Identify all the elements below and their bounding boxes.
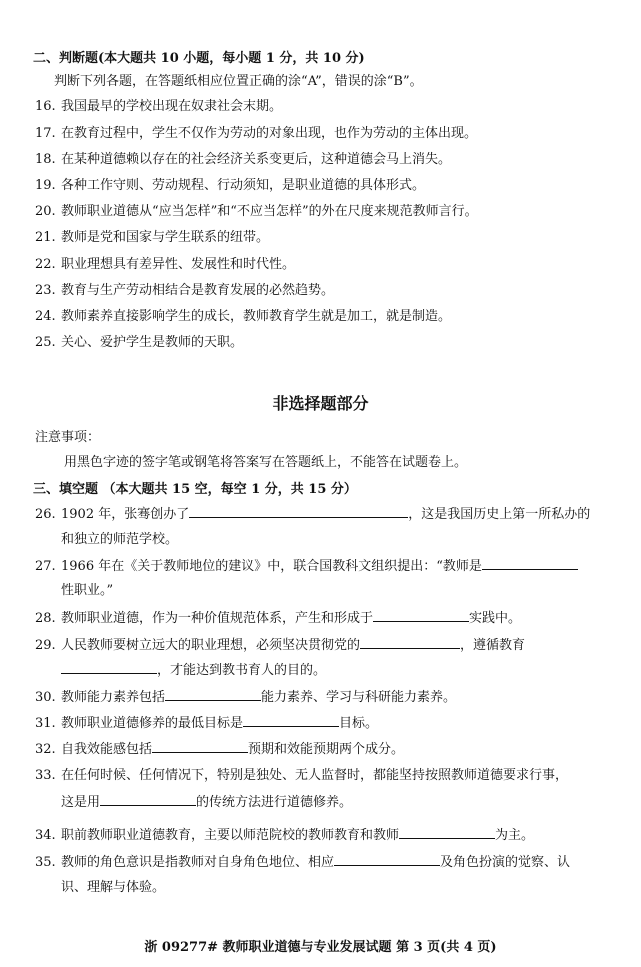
question-number: 34. [35,828,56,843]
question-number: 21. [35,230,56,245]
answer-blank[interactable] [334,853,440,866]
answer-blank[interactable] [360,636,460,649]
question-number: 16. [35,99,56,114]
question-number: 27. [35,559,56,574]
answer-blank[interactable] [373,609,469,622]
question-27 [35,557,578,576]
question-text: 教师是党和国家与学生联系的纽带。 [61,230,270,245]
question-number: 23. [35,283,56,298]
question-text: 在某种道德赖以存在的社会经济关系变更后，这种道德会马上消失。 [61,152,452,167]
question-text: 预期和效能预期两个成分。 [248,742,405,757]
question-number: 29. [35,638,56,653]
question-text: 的传统方法进行道德修养。 [196,795,353,810]
question-text: 教师职业道德从“应当怎样”和“不应当怎样”的外在尺度来规范教师言行。 [61,204,478,219]
question-text: 教师职业道德，作为一种价值规范体系，产生和形成于 [61,611,374,626]
answer-blank[interactable] [152,740,248,753]
question-number: 32. [35,742,56,757]
question-text: 职前教师职业道德教育，主要以师范院校的教师教育和教师 [61,828,400,843]
question-number: 19. [35,178,56,193]
question-number: 20. [35,204,56,219]
question-30 [35,688,456,707]
question-number: 25. [35,335,56,350]
question-19 [35,177,425,195]
question-text: 人民教师要树立远大的职业理想，必须坚决贯彻党的 [61,638,361,653]
question-text: 1966 年在《关于教师地位的建议》中，联合国教科文组织提出：“教师是 [61,559,482,574]
question-33-cont [61,793,352,812]
question-21 [35,229,269,247]
question-text: 目标。 [339,716,379,731]
answer-blank[interactable] [482,557,578,570]
question-24 [35,308,451,326]
question-17 [35,125,477,143]
question-text: 各种工作守则、劳动规程、行动须知，是职业道德的具体形式。 [61,178,426,193]
question-text: 我国最早的学校出现在奴隶社会末期。 [61,99,283,114]
notice-text: 用黑色字迹的签字笔或钢笔将答案写在答题纸上，不能答在试题卷上。 [64,455,468,470]
part3-heading: 三、填空题 （本大题共 15 空，每空 1 分，共 15 分） [33,482,357,497]
answer-blank[interactable] [61,661,157,674]
question-text: 教师能力素养包括 [61,690,166,705]
question-text: 教师的角色意识是指教师对自身角色地位、相应 [61,855,335,870]
question-number: 31. [35,716,56,731]
question-text: ，遵循教育 [460,638,526,653]
answer-blank[interactable] [100,793,196,806]
notice-label: 注意事项： [35,430,101,445]
question-26 [35,505,590,524]
question-29-cont [61,661,326,680]
question-number: 33. [35,768,56,783]
question-text: 能力素养、学习与科研能力素养。 [261,690,457,705]
question-text: 关心、爱护学生是教师的天职。 [61,335,244,350]
question-22 [35,256,295,274]
answer-blank[interactable] [189,505,408,518]
question-number: 24. [35,309,56,324]
question-32 [35,740,404,759]
question-number: 30. [35,690,56,705]
question-text: 1902 年，张骞创办了 [61,507,190,522]
page-footer: 浙 09277# 教师职业道德与专业发展试题 第 3 页(共 4 页) [144,940,497,955]
question-number: 26. [35,507,56,522]
question-29 [35,636,525,655]
question-28 [35,609,521,628]
question-18 [35,151,451,169]
section-title: 非选择题部分 [272,394,369,413]
question-number: 28. [35,611,56,626]
question-text: 在任何时候、任何情况下，特别是独处、无人监督时，都能坚持按照教师道德要求行事， [61,768,569,783]
question-33 [35,767,568,785]
question-text: 教师素养直接影响学生的成长，教师教育学生就是加工，就是制造。 [61,309,452,324]
question-text: ，才能达到教书育人的目的。 [157,663,327,678]
question-number: 17. [35,126,56,141]
question-35-cont: 识、理解与体验。 [61,880,166,895]
question-text: 为主。 [495,828,535,843]
answer-blank[interactable] [399,826,495,839]
question-20 [35,203,478,221]
question-16 [35,98,282,116]
question-number: 22. [35,257,56,272]
answer-blank[interactable] [165,688,261,701]
question-25 [35,334,243,352]
question-31 [35,714,378,733]
question-26-cont: 和独立的师范学校。 [61,532,179,547]
question-text: 教师职业道德修养的最低目标是 [61,716,244,731]
part2-instruction: 判断下列各题，在答题纸相应位置正确的涂“A”，错误的涂“B”。 [54,74,423,89]
answer-blank[interactable] [243,714,339,727]
question-text: 职业理想具有差异性、发展性和时代性。 [61,257,296,272]
question-text: 实践中。 [469,611,522,626]
question-number: 35. [35,855,56,870]
question-text: 及角色扮演的觉察、认 [440,855,571,870]
question-text: ，这是我国历史上第一所私办的 [408,507,591,522]
part2-heading: 二、判断题(本大题共 10 小题，每小题 1 分，共 10 分) [33,51,365,66]
question-27-cont: 性职业。” [61,583,114,598]
question-23 [35,282,334,300]
question-text: 在教育过程中，学生不仅作为劳动的对象出现，也作为劳动的主体出现。 [61,126,478,141]
question-text: 自我效能感包括 [61,742,153,757]
question-text: 教育与生产劳动相结合是教育发展的必然趋势。 [61,283,335,298]
question-text: 这是用 [61,795,101,810]
question-number: 18. [35,152,56,167]
question-35 [35,853,570,872]
question-34 [35,826,534,845]
